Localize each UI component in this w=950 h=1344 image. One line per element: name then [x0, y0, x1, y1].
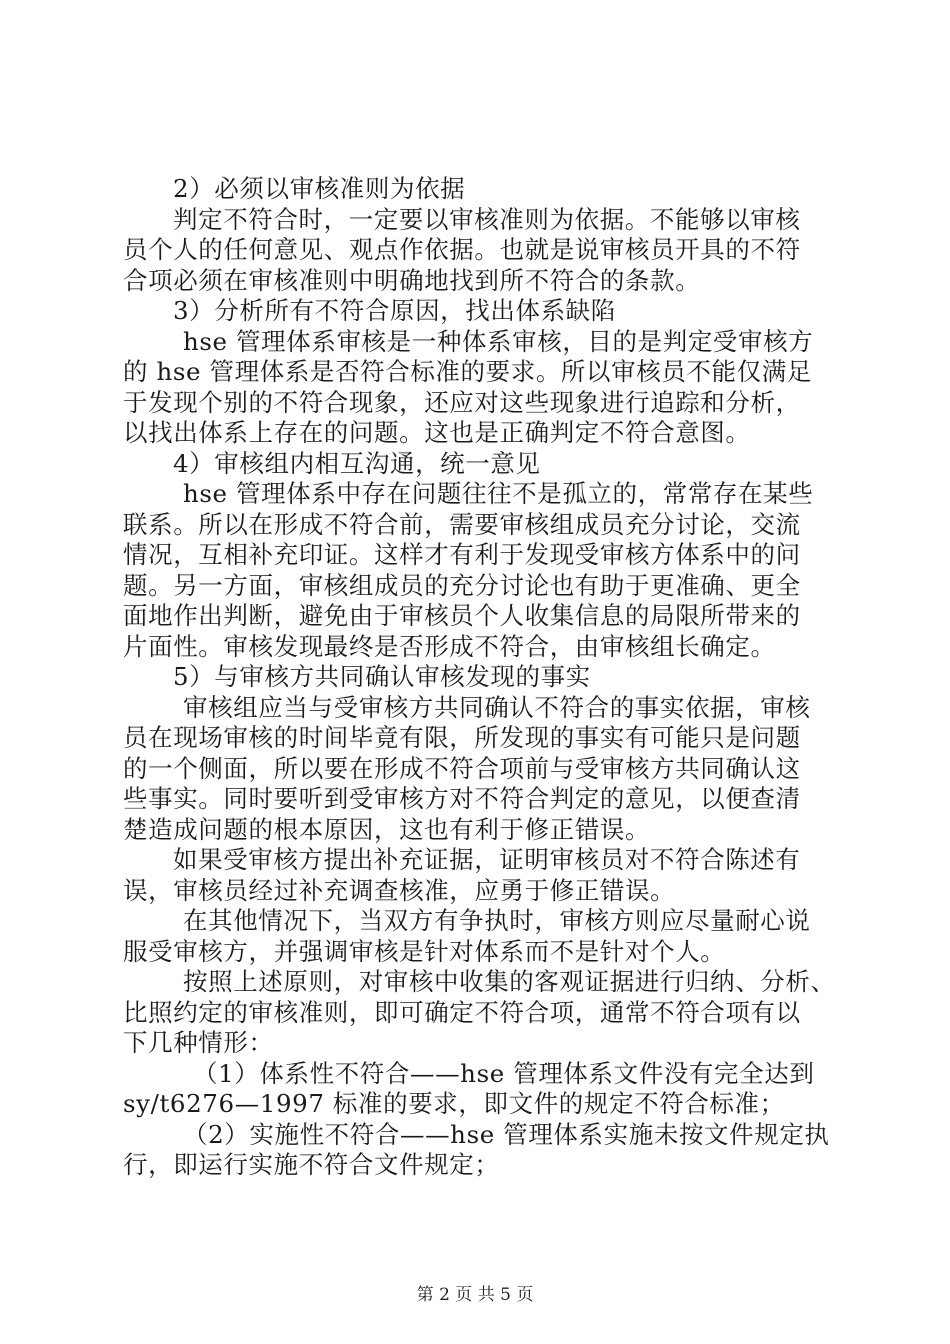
section-heading: 5）与审核方共同确认审核发现的事实 — [173, 662, 591, 691]
paragraph-line: 的一个侧面，所以要在形成不符合项前与受审核方共同确认这 — [123, 753, 801, 783]
paragraph-line: 联系。所以在形成不符合前，需要审核组成员充分讨论，交流 — [123, 509, 801, 539]
paragraph-line: 如果受审核方提出补充证据，证明审核员对不符合陈述有 — [173, 845, 801, 874]
paragraph-line: 员个人的任何意见、观点作依据。也就是说审核员开具的不符 — [123, 235, 801, 264]
document-body — [123, 174, 835, 1181]
paragraph-line: hse 管理体系审核是一种体系审核，目的是判定受审核方 — [183, 326, 814, 356]
paragraph-line: 按照上述原则，对审核中收集的客观证据进行归纳、分析、 — [183, 967, 836, 996]
page-number: 第 2 页 共 5 页 — [416, 1285, 534, 1305]
paragraph-line: 以找出体系上存在的问题。这也是正确判定不符合意图。 — [123, 418, 751, 447]
paragraph-line: 服受审核方，并强调审核是针对体系而不是针对个人。 — [123, 936, 726, 966]
paragraph-line: 合项必须在审核准则中明确地找到所不符合的条款。 — [123, 265, 701, 295]
paragraph-line: 在其他情况下，当双方有争执时，审核方则应尽量耐心说 — [183, 906, 811, 935]
paragraph-line: 员在现场审核的时间毕竟有限，所发现的事实有可能只是问题 — [123, 723, 801, 752]
paragraph-line: 判定不符合时，一定要以审核准则为依据。不能够以审核 — [173, 204, 801, 234]
paragraph-line: 比照约定的审核准则，即可确定不符合项，通常不符合项有以 — [123, 997, 801, 1027]
paragraph-line: 片面性。审核发现最终是否形成不符合，由审核组长确定。 — [123, 631, 776, 661]
paragraph-line: hse 管理体系中存在问题往往不是孤立的，常常存在某些 — [183, 479, 814, 508]
page-footer — [0, 1284, 950, 1306]
paragraph-line: 审核组应当与受审核方共同确认不符合的事实依据，审核 — [183, 692, 811, 722]
paragraph-line: 面地作出判断，避免由于审核员个人收集信息的局限所带来的 — [123, 601, 801, 630]
list-item: 行，即运行实施不符合文件规定； — [123, 1150, 500, 1179]
paragraph-line: 误，审核员经过补充调查核准，应勇于修正错误。 — [123, 875, 676, 905]
paragraph-line: 情况，互相补充印证。这样才有利于发现受审核方体系中的问 — [123, 540, 801, 569]
list-item: （1）体系性不符合——hse 管理体系文件没有完全达到 — [193, 1058, 815, 1088]
paragraph-line: 些事实。同时要听到受审核方对不符合判定的意见，以便查清 — [123, 784, 801, 813]
section-heading: 4）审核组内相互沟通，统一意见 — [173, 448, 541, 478]
section-heading: 3）分析所有不符合原因，找出体系缺陷 — [173, 296, 616, 325]
list-item: sy/t6276—1997 标准的要求，即文件的规定不符合标准； — [123, 1089, 785, 1118]
section-heading: 2）必须以审核准则为依据 — [173, 174, 466, 203]
paragraph-line: 下几种情形： — [123, 1028, 274, 1057]
paragraph-line: 楚造成问题的根本原因，这也有利于修正错误。 — [123, 814, 651, 844]
paragraph-line: 的 hse 管理体系是否符合标准的要求。所以审核员不能仅满足 — [123, 357, 812, 386]
paragraph-line: 题。另一方面，审核组成员的充分讨论也有助于更准确、更全 — [123, 570, 801, 600]
list-item: （2）实施性不符合——hse 管理体系实施未按文件规定执 — [183, 1119, 830, 1149]
paragraph-line: 于发现个别的不符合现象，还应对这些现象进行追踪和分析， — [123, 387, 801, 417]
